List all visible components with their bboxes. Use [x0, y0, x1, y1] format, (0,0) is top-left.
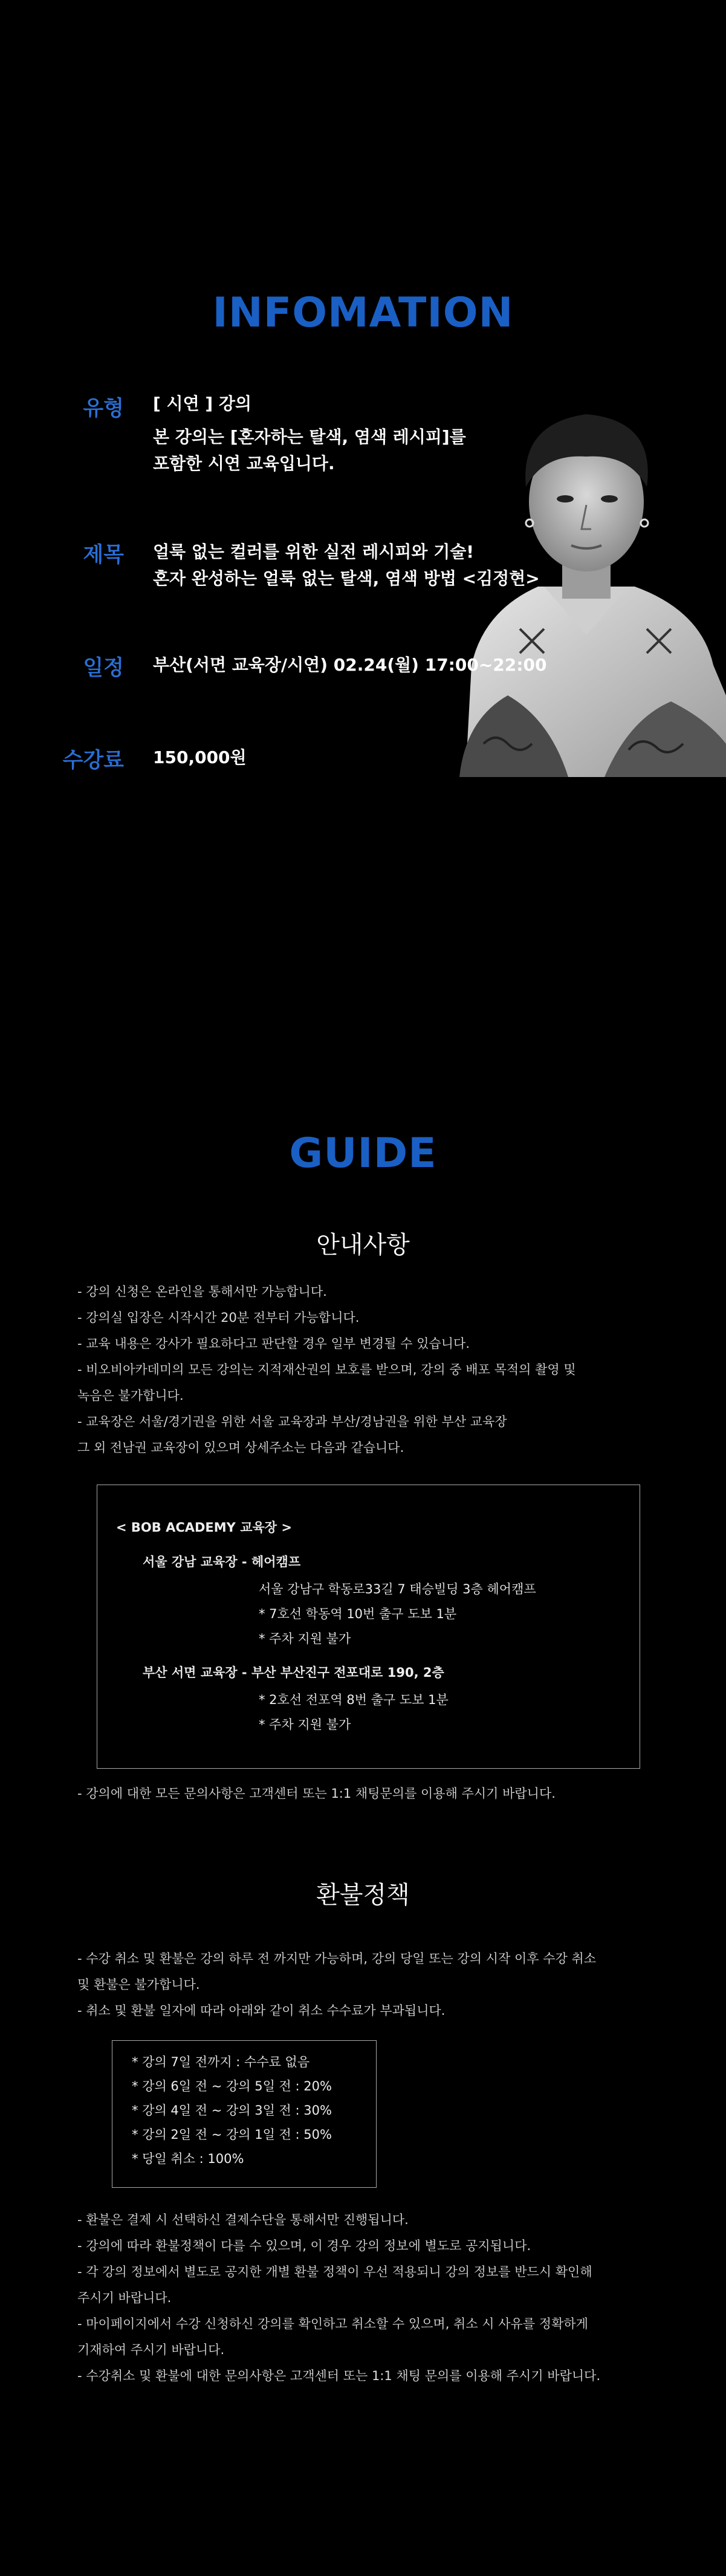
- refund-item: 주시기 바랍니다.: [77, 2291, 172, 2305]
- type-label: 유형: [83, 397, 124, 421]
- title-label: 제목: [83, 543, 124, 567]
- notice-item: - 교육 내용은 강사가 필요하다고 판단할 경우 일부 변경될 수 있습니다.: [77, 1336, 470, 1351]
- academy-box-header: < BOB ACADEMY 교육장 >: [116, 1520, 292, 1535]
- fee-value: 150,000원: [153, 747, 247, 767]
- schedule-value: 부산(서면 교육장/시연) 02.24(월) 17:00~22:00: [153, 655, 547, 675]
- info-section-title: INFOMATION: [212, 289, 514, 337]
- type-line-1: [ 시연 ] 강의: [153, 394, 252, 414]
- busan-parking: * 주차 지원 불가: [259, 1717, 351, 1732]
- type-line-3: 포함한 시연 교육입니다.: [153, 454, 335, 473]
- notice-item: - 강의 신청은 온라인을 통해서만 가능합니다.: [77, 1284, 327, 1299]
- notice-item: - 교육장은 서울/경기권을 위한 서울 교육장과 부산/경남권을 위한 부산 교육장: [77, 1414, 507, 1429]
- title-line-1: 얼룩 없는 컬러를 위한 실전 레시피와 기술!: [153, 542, 475, 562]
- guide-section-title: GUIDE: [289, 1130, 437, 1177]
- seoul-parking: * 주차 지원 불가: [259, 1631, 351, 1646]
- notice-item: 그 외 전남권 교육장이 있으며 상세주소는 다음과 같습니다.: [77, 1440, 404, 1455]
- refund-item: - 환불은 결제 시 선택하신 결제수단을 통해서만 진행됩니다.: [77, 2213, 409, 2227]
- refund-intro-item: 및 환불은 불가합니다.: [77, 1977, 200, 1992]
- busan-academy-title: 부산 서면 교육장 - 부산 부산진구 전포대로 190, 2층: [143, 1665, 444, 1680]
- notice-item: 녹음은 불가합니다.: [77, 1388, 184, 1403]
- fee-line: * 강의 7일 전까지 : 수수료 없음: [132, 2055, 310, 2069]
- notice-item: - 비오비아카데미의 모든 강의는 지적재산권의 보호를 받으며, 강의 중 배포 목적의 촬영 및: [77, 1362, 576, 1377]
- refund-item: - 각 강의 정보에서 별도로 공지한 개별 환불 정책이 우선 적용되니 강의 정보를 반드시 확인해: [77, 2265, 592, 2279]
- refund-item: 기재하여 주시기 바랍니다.: [77, 2343, 225, 2357]
- refund-title: 환불정책: [316, 1881, 410, 1909]
- seoul-subway: * 7호선 학동역 10번 출구 도보 1분: [259, 1607, 457, 1621]
- refund-intro-item: - 수강 취소 및 환불은 강의 하루 전 까지만 가능하며, 강의 당일 또는 강의 시작 이후 수강 취소: [77, 1951, 597, 1966]
- contact-note: - 강의에 대한 모든 문의사항은 고객센터 또는 1:1 채팅문의를 이용해 주시기 바랍니다.: [77, 1786, 556, 1801]
- title-line-2: 혼자 완성하는 얼룩 없는 탈색, 염색 방법 <김정현>: [153, 568, 540, 588]
- seoul-address: 서울 강남구 학동로33길 7 태승빌딩 3층 헤어캠프: [259, 1582, 536, 1596]
- fee-line: * 강의 2일 전 ~ 강의 1일 전 : 50%: [132, 2127, 332, 2142]
- refund-item: - 마이페이지에서 수강 신청하신 강의를 확인하고 취소할 수 있으며, 취소 시 사유를 정확하게: [77, 2317, 588, 2331]
- schedule-label: 일정: [83, 656, 124, 680]
- notice-item: - 강의실 입장은 시작시간 20분 전부터 가능합니다.: [77, 1310, 360, 1325]
- fee-line: * 강의 6일 전 ~ 강의 5일 전 : 20%: [132, 2079, 332, 2093]
- refund-item: - 강의에 따라 환불정책이 다를 수 있으며, 이 경우 강의 정보에 별도로 공지됩니다.: [77, 2239, 531, 2253]
- seoul-academy-title: 서울 강남 교육장 - 헤어캠프: [143, 1555, 301, 1569]
- busan-subway: * 2호선 전포역 8번 출구 도보 1분: [259, 1693, 449, 1707]
- fee-line: * 강의 4일 전 ~ 강의 3일 전 : 30%: [132, 2103, 332, 2118]
- refund-item: - 수강취소 및 환불에 대한 문의사항은 고객센터 또는 1:1 채팅 문의를 이용해 주시기 바랍니다.: [77, 2369, 601, 2383]
- refund-intro-item: - 취소 및 환불 일자에 따라 아래와 같이 취소 수수료가 부과됩니다.: [77, 2003, 446, 2018]
- notice-title: 안내사항: [316, 1231, 410, 1259]
- fee-line: * 당일 취소 : 100%: [132, 2152, 244, 2166]
- fee-label: 수강료: [62, 749, 124, 773]
- type-line-2: 본 강의는 [혼자하는 탈색, 염색 레시피]를: [153, 427, 466, 447]
